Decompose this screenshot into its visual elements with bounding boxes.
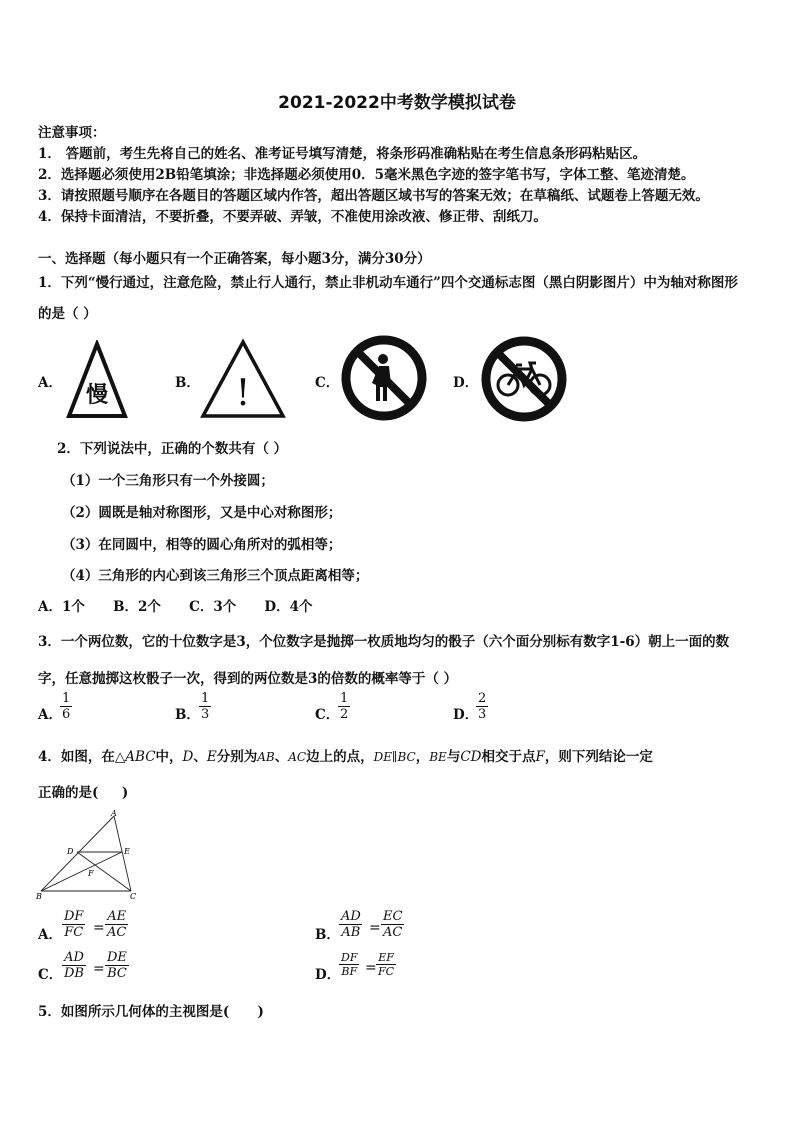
figure-label-e: E bbox=[124, 847, 130, 856]
triangle-figure bbox=[34, 808, 144, 902]
fraction-denominator: 6 bbox=[62, 707, 71, 722]
fraction-numerator: 1 bbox=[62, 691, 71, 706]
fraction-denominator: DB bbox=[64, 966, 84, 981]
q4-option-c-left-fraction bbox=[62, 950, 86, 981]
q4-text: 、 bbox=[193, 749, 207, 765]
q4-triangle-symbol: △ABC bbox=[114, 749, 156, 765]
notice-item-4: 4．保持卡面清洁，不要折叠，不要弄破、弄皱，不准使用涂改液、修正带、刮纸刀。 bbox=[38, 209, 547, 225]
q3-option-c-label: C． bbox=[315, 707, 340, 723]
fraction-numerator: DF bbox=[341, 951, 358, 964]
fraction-numerator: DF bbox=[64, 909, 84, 924]
fraction-denominator: FC bbox=[378, 965, 395, 978]
fraction-denominator: FC bbox=[64, 925, 84, 940]
q3-line1: 3．一个两位数，它的十位数字是3，个位数字是抛掷一枚质地均匀的骰子（六个面分别标有数字1-6）朝上一面的数 bbox=[38, 634, 730, 650]
q2-item-1: （1）一个三角形只有一个外接圆； bbox=[62, 473, 274, 489]
q1-line2: 的是（ ） bbox=[38, 306, 97, 322]
q4-text: 分别为 bbox=[216, 749, 258, 765]
figure-label-b: B bbox=[36, 892, 42, 901]
q3-option-a-fraction bbox=[60, 691, 72, 722]
equals-sign: = bbox=[93, 920, 105, 936]
q4-option-a-right-fraction bbox=[105, 909, 128, 940]
q4-option-d-right-fraction bbox=[376, 951, 396, 978]
q2-options: A．1个 B．2个 C．3个 D．4个 bbox=[38, 599, 313, 615]
q1-line1: 1．下列“慢行通过，注意危险，禁止行人通行，禁止非机动车通行”四个交通标志图（黑白阴影图片）中为轴对称图形 bbox=[38, 275, 738, 291]
q4-text: 相交于点 bbox=[481, 749, 536, 765]
q2-stem: 2．下列说法中，正确的个数共有（ ） bbox=[57, 441, 288, 457]
q1-option-d-label: D． bbox=[453, 375, 479, 391]
q2-item-4: （4）三角形的内心到该三角形三个顶点距离相等； bbox=[62, 568, 369, 584]
q4-line1 bbox=[38, 745, 653, 765]
q2-item-2: （2）圆既是轴对称图形，又是中心对称图形； bbox=[62, 505, 342, 521]
q4-segment-ac: AC bbox=[288, 750, 307, 764]
section-heading: 一、选择题（每小题只有一个正确答案，每小题3分，满分30分） bbox=[38, 251, 431, 267]
q4-segment-be: BE bbox=[429, 750, 447, 764]
q4-parallel-expr: DE∥BC bbox=[373, 750, 416, 764]
notice-item-3: 3．请按照题号顺序在各题目的答题区域内作答，超出答题区域书写的答案无效；在草稿纸、试题卷上答题无效。 bbox=[38, 188, 709, 204]
q4-segment-ab: AB bbox=[257, 750, 275, 764]
q4-option-a-left-fraction bbox=[62, 909, 85, 940]
q3-option-c-fraction bbox=[338, 691, 350, 722]
q3-option-d-fraction bbox=[476, 691, 488, 722]
q4-text: 、 bbox=[274, 749, 289, 765]
warning-sign-char: ! bbox=[235, 373, 251, 414]
slow-sign-icon bbox=[66, 340, 128, 420]
q4-option-b-label: B． bbox=[315, 927, 340, 943]
q4-option-c-label: C． bbox=[38, 967, 63, 983]
fraction-numerator: 1 bbox=[201, 691, 210, 706]
q4-option-d-label: D． bbox=[315, 967, 341, 983]
q4-text: 与 bbox=[446, 749, 461, 765]
fraction-denominator: 3 bbox=[478, 707, 487, 722]
q3-option-b-fraction bbox=[199, 691, 211, 722]
q4-text: 边上的点， bbox=[306, 749, 374, 765]
fraction-denominator: AC bbox=[107, 925, 127, 940]
notice-item-2: 2．选择题必须使用2B铅笔填涂；非选择题必须使用0．5毫米黑色字迹的签字笔书写，字体工整、笔迹清楚。 bbox=[38, 167, 695, 183]
fraction-numerator: AE bbox=[107, 909, 127, 924]
fraction-numerator: AD bbox=[341, 909, 361, 924]
q4-point-d: D bbox=[182, 749, 194, 765]
q4-text: 中， bbox=[155, 749, 183, 765]
figure-label-c: C bbox=[130, 892, 137, 901]
q4-line2: 正确的是( ) bbox=[38, 785, 129, 801]
q4-option-b-left-fraction bbox=[339, 909, 363, 940]
equals-sign: = bbox=[93, 961, 105, 977]
fraction-numerator: EF bbox=[378, 951, 394, 964]
q4-point-f: F bbox=[535, 749, 545, 765]
q3-option-d-label: D． bbox=[453, 707, 479, 723]
q4-option-c-right-fraction bbox=[105, 950, 129, 981]
fraction-denominator: BF bbox=[341, 965, 358, 978]
q4-text: 4．如图，在 bbox=[38, 749, 115, 765]
q3-option-b-label: B． bbox=[175, 707, 200, 723]
q1-option-c-label: C． bbox=[315, 375, 340, 391]
figure-label-f: F bbox=[88, 869, 94, 878]
q3-option-a-label: A． bbox=[38, 707, 62, 723]
slow-sign-char: 慢 bbox=[85, 382, 109, 408]
notice-item-1: 1． 答题前，考生先将自己的姓名、准考证号填写清楚，将条形码准确粘贴在考生信息条形码粘贴区。 bbox=[38, 146, 647, 162]
no-bicycle-sign-icon bbox=[478, 333, 570, 425]
figure-label-d: D bbox=[67, 847, 74, 856]
fraction-denominator: 3 bbox=[201, 707, 210, 722]
fraction-denominator: 2 bbox=[340, 707, 349, 722]
warning-sign-icon bbox=[200, 338, 286, 420]
q1-option-b-label: B． bbox=[175, 375, 200, 391]
notice-heading: 注意事项： bbox=[38, 125, 106, 141]
fraction-numerator: AD bbox=[64, 950, 84, 965]
q1-option-a-label: A． bbox=[38, 375, 62, 391]
fraction-denominator: BC bbox=[107, 966, 127, 981]
fraction-numerator: 2 bbox=[478, 691, 487, 706]
q4-text: ，则下列结论一定 bbox=[544, 749, 653, 765]
q4-option-a-label: A． bbox=[38, 927, 62, 943]
q3-line2: 字，任意抛掷这枚骰子一次，得到的两位数是3的倍数的概率等于（ ） bbox=[38, 671, 458, 687]
q4-option-b-right-fraction bbox=[381, 909, 404, 940]
q2-item-3: （3）在同圆中，相等的圆心角所对的弧相等； bbox=[62, 537, 342, 553]
fraction-denominator: AB bbox=[341, 925, 361, 940]
no-pedestrian-sign-icon bbox=[339, 333, 429, 423]
fraction-numerator: EC bbox=[383, 909, 403, 924]
equals-sign: = bbox=[369, 920, 381, 936]
fraction-denominator: AC bbox=[383, 925, 403, 940]
q4-segment-cd: CD bbox=[460, 749, 482, 765]
q4-point-e: E bbox=[206, 749, 217, 765]
q5-stem: 5．如图所示几何体的主视图是( ) bbox=[38, 1004, 264, 1020]
fraction-numerator: 1 bbox=[340, 691, 349, 706]
fraction-numerator: DE bbox=[107, 950, 127, 965]
page-title: 2021-2022中考数学模拟试卷 bbox=[278, 93, 516, 113]
q4-option-d-left-fraction bbox=[339, 951, 359, 978]
q4-text: ， bbox=[415, 749, 430, 765]
equals-sign: = bbox=[365, 960, 377, 976]
figure-label-a: A bbox=[111, 809, 117, 818]
